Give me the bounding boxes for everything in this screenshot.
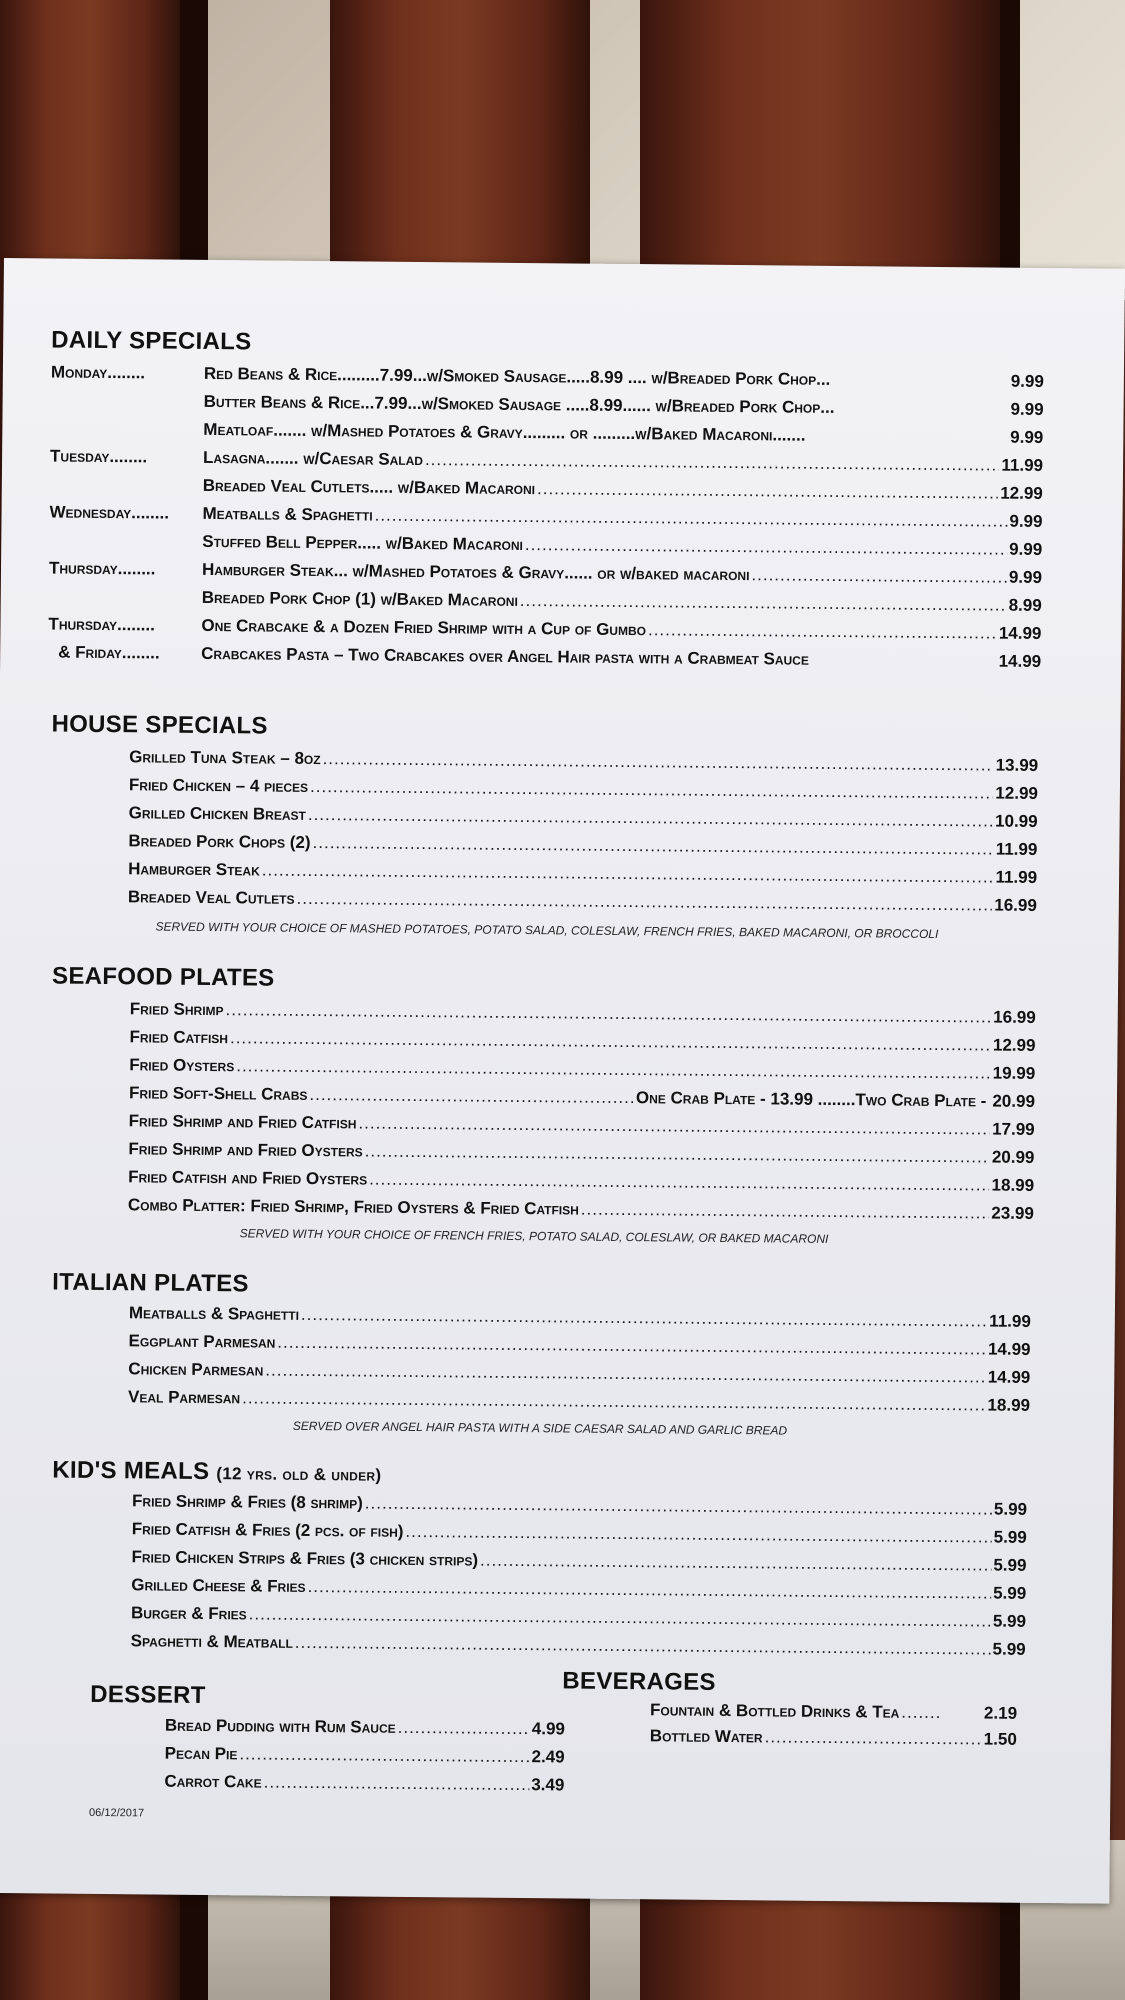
day-label: Monday........	[50, 362, 146, 383]
item-text: One Crabcake & a Dozen Fried Shrimp with a Cup of Gumbo	[201, 615, 647, 640]
item-price: 9.99	[1010, 427, 1044, 447]
menu-item	[128, 1387, 1030, 1416]
item-text: Meatballs & Spaghetti	[202, 503, 373, 525]
menu-item	[128, 1195, 1034, 1224]
item-price: 12.99	[995, 783, 1038, 803]
item-text: Fried Catfish	[129, 1027, 229, 1048]
item-price: 9.99	[1010, 371, 1044, 391]
item-price: 5.99	[993, 1499, 1028, 1519]
item-price: 16.99	[993, 1007, 1036, 1027]
item-text: Fried Shrimp	[129, 999, 224, 1020]
item-price: 5.99	[992, 1639, 1026, 1659]
menu-item	[129, 775, 1038, 804]
menu-item	[129, 1303, 1031, 1332]
house-specials-title: HOUSE SPECIALS	[51, 710, 268, 740]
menu-item	[129, 1111, 1035, 1140]
menu-item	[128, 1359, 1030, 1388]
leader-dots	[308, 1577, 992, 1604]
item-text: Pecan Pie	[164, 1743, 238, 1764]
item-price: 16.99	[994, 895, 1037, 915]
leader-dots	[765, 1727, 982, 1749]
menu-item	[128, 1139, 1034, 1168]
item-price: 17.99	[992, 1119, 1035, 1139]
item-text: Crabcakes Pasta – Two Crabcakes over Angel Hair pasta with a Crabmeat Sauce	[201, 643, 809, 669]
leader-dots	[301, 1305, 987, 1332]
item-text: Fried Catfish and Fried Oysters	[128, 1167, 368, 1189]
day-label: Tuesday........	[50, 446, 148, 467]
leader-dots	[249, 1604, 991, 1631]
house-note: SERVED WITH YOUR CHOICE OF MASHED POTATOES, POTATO SALAD, COLESLAW, FRENCH FRIES, BAKED MACARONI, OR BROCCOLI	[155, 919, 939, 941]
item-text: Fried Catfish & Fries (2 pcs. of fish)	[131, 1519, 404, 1541]
menu-item	[131, 1547, 1026, 1576]
item-price: 14.99	[987, 1339, 1031, 1359]
leader-dots	[369, 1170, 990, 1196]
item-price: 13.99	[995, 755, 1039, 775]
item-text: Fountain & Bottled Drinks & Tea	[650, 1700, 900, 1722]
item-text: Breaded Veal Cutlets..... w/Baked Macaroni	[202, 475, 536, 499]
leader-dots	[277, 1333, 986, 1360]
item-text: Grilled Chicken Breast	[128, 803, 306, 824]
print-date: 06/12/2017	[89, 1806, 145, 1820]
daily-row	[204, 392, 1044, 420]
menu-item	[128, 859, 1037, 888]
item-price: 2.49	[531, 1747, 565, 1767]
item-text: Meatloaf....... w/Mashed Potatoes & Gravy......... or .........w/Baked Macaroni.......	[203, 419, 806, 445]
item-price: 14.99	[998, 651, 1042, 671]
leader-dots	[901, 1703, 939, 1723]
item-text: Fried Chicken Strips & Fries (3 chicken strips)	[131, 1547, 479, 1570]
menu-item	[164, 1772, 564, 1796]
leader-dots	[520, 591, 1007, 616]
item-text: Spaghetti & Meatball	[130, 1631, 293, 1652]
menu-item	[129, 1055, 1035, 1084]
leader-dots	[525, 535, 1007, 560]
day-label: Thursday........	[48, 614, 155, 635]
item-text: Bread Pudding with Rum Sauce	[164, 1715, 396, 1737]
item-price: 9.99	[1009, 511, 1043, 531]
item-price: 8.99	[1008, 595, 1042, 615]
leader-dots	[312, 833, 993, 860]
item-price: 20.99	[992, 1091, 1036, 1111]
menu-item	[650, 1700, 1017, 1724]
item-price: 5.99	[993, 1527, 1027, 1547]
item-price: 5.99	[992, 1611, 1027, 1631]
item-price: 11.99	[995, 839, 1038, 859]
italian-note: SERVED OVER ANGEL HAIR PASTA WITH A SIDE CAESAR SALAD AND GARLIC BREAD	[292, 1418, 788, 1438]
item-text: Burger & Fries	[130, 1603, 247, 1624]
dessert-title: DESSERT	[90, 1680, 206, 1710]
item-price: 11.99	[989, 1311, 1031, 1331]
leader-dots	[480, 1551, 992, 1576]
kids-meals-title	[52, 1457, 381, 1488]
leader-dots	[648, 620, 997, 643]
item-price: 14.99	[987, 1367, 1031, 1387]
leader-dots	[358, 1113, 990, 1139]
leader-dots	[398, 1718, 530, 1739]
leader-dots	[581, 1200, 990, 1224]
item-text: Grilled Tuna Steak – 8oz	[129, 747, 321, 769]
leader-dots	[425, 450, 1000, 476]
item-text: Butter Beans & Rice...7.99...w/Smoked Sausage .....8.99...... w/Breaded Pork Chop...	[203, 391, 835, 417]
italian-plates-title: ITALIAN PLATES	[52, 1268, 249, 1298]
kids-title-text: KID'S MEALS	[52, 1456, 210, 1486]
item-price: 5.99	[993, 1555, 1027, 1575]
item-price: 20.99	[991, 1147, 1035, 1167]
item-price: 3.49	[531, 1775, 565, 1795]
leader-dots	[295, 1633, 991, 1660]
day-label: Wednesday........	[49, 502, 170, 523]
leader-dots	[236, 1056, 991, 1083]
daily-row	[203, 476, 1043, 504]
item-price: 23.99	[991, 1203, 1034, 1223]
leader-dots	[751, 565, 1007, 587]
leader-dots	[375, 506, 1008, 532]
menu-item	[132, 1519, 1027, 1548]
menu-item	[129, 1027, 1035, 1056]
item-text: Breaded Pork Chops (2)	[128, 831, 311, 852]
menu-item	[131, 1575, 1026, 1604]
menu-item	[132, 1491, 1027, 1520]
item-text: Fried Chicken – 4 pieces	[128, 775, 309, 796]
item-price: 12.99	[992, 1035, 1036, 1055]
item-text: Bottled Water	[649, 1726, 763, 1747]
daily-row	[49, 558, 1042, 588]
leader-dots	[405, 1522, 991, 1548]
daily-row	[48, 614, 1041, 644]
menu-item	[650, 1726, 1017, 1750]
leader-dots	[296, 889, 992, 916]
menu-sheet	[0, 258, 1125, 1904]
item-price: 1.50	[983, 1729, 1017, 1749]
item-text: Stuffed Bell Pepper..... w/Baked Macaroni	[202, 531, 523, 554]
item-price: 14.99	[998, 623, 1042, 643]
item-text: Fried Oysters	[129, 1055, 235, 1076]
menu-item	[129, 747, 1038, 776]
item-price: 18.99	[987, 1395, 1031, 1415]
daily-specials-title: DAILY SPECIALS	[51, 326, 252, 356]
item-price: 12.99	[1000, 483, 1043, 503]
item-price: 19.99	[992, 1063, 1036, 1083]
item-text: Meatballs & Spaghetti	[128, 1303, 300, 1324]
menu-item	[128, 831, 1037, 860]
item-price: 10.99	[995, 811, 1038, 831]
daily-row	[202, 532, 1042, 560]
leader-dots	[537, 479, 998, 503]
menu-item	[131, 1631, 1026, 1660]
item-text: Breaded Pork Chop (1) w/Baked Macaroni	[201, 587, 518, 610]
day-label: & Friday........	[58, 642, 160, 663]
leader-dots	[264, 1773, 530, 1796]
leader-dots	[309, 1085, 634, 1108]
daily-row	[49, 502, 1042, 532]
leader-dots	[239, 1744, 529, 1767]
daily-row	[58, 643, 1041, 672]
item-text: Fried Shrimp & Fries (8 shrimp)	[131, 1491, 363, 1513]
leader-dots	[310, 777, 993, 804]
daily-row	[50, 446, 1043, 476]
item-text: Chicken Parmesan	[128, 1359, 264, 1380]
menu-item	[131, 1603, 1026, 1632]
daily-row	[203, 420, 1043, 448]
leader-dots	[308, 805, 993, 832]
item-text: Combo Platter: Fried Shrimp, Fried Oysters & Fried Catfish	[127, 1195, 579, 1219]
item-price: 4.99	[531, 1719, 565, 1739]
item-price: 5.99	[993, 1583, 1027, 1603]
menu-item	[165, 1716, 565, 1740]
leader-dots	[242, 1388, 986, 1415]
item-text: Fried Shrimp and Fried Catfish	[128, 1111, 357, 1133]
item-text: Fried Shrimp and Fried Oysters	[128, 1139, 363, 1161]
menu-item	[128, 1167, 1034, 1196]
item-price: 9.99	[1010, 399, 1044, 419]
item-text: Grilled Cheese & Fries	[131, 1575, 306, 1596]
menu-item	[128, 887, 1037, 916]
item-text: Red Beans & Rice.........7.99...w/Smoked Sausage.....8.99 .... w/Breaded Pork Chop...	[203, 363, 831, 389]
item-price: 18.99	[991, 1175, 1035, 1195]
leader-dots	[265, 1361, 986, 1388]
menu-item	[130, 999, 1036, 1028]
beverages-title: BEVERAGES	[562, 1667, 716, 1696]
daily-row	[51, 362, 1044, 392]
item-text: Carrot Cake	[164, 1771, 262, 1792]
item-text: Hamburger Steak... w/Mashed Potatoes & Gravy...... or w/baked macaroni	[201, 559, 750, 585]
leader-dots	[262, 861, 994, 888]
leader-dots	[365, 1142, 990, 1168]
day-label: Thursday........	[48, 558, 156, 579]
item-text: Fried Soft-Shell Crabs	[128, 1083, 308, 1104]
menu-item	[129, 803, 1038, 832]
item-text: Hamburger Steak	[128, 859, 260, 880]
item-text: Eggplant Parmesan	[128, 1331, 276, 1352]
leader-dots	[365, 1494, 992, 1520]
menu-item	[165, 1744, 565, 1768]
menu-item	[129, 1083, 1035, 1112]
item-price: 2.19	[983, 1703, 1018, 1723]
item-price: 11.99	[995, 867, 1038, 887]
item-text: Veal Parmesan	[127, 1387, 241, 1408]
item-sub-prices: One Crab Plate - 13.99 ........Two Crab Plate -	[635, 1088, 987, 1111]
item-text: Lasagna....... w/Caesar Salad	[203, 447, 424, 470]
seafood-plates-title: SEAFOOD PLATES	[51, 962, 275, 992]
menu-item	[129, 1331, 1031, 1360]
leader-dots	[225, 1000, 991, 1027]
item-price: 11.99	[1001, 455, 1044, 475]
item-price: 9.99	[1009, 539, 1043, 559]
leader-dots	[323, 749, 994, 775]
item-text: Breaded Veal Cutlets	[127, 887, 295, 908]
kids-age-note: (12 yrs. old & under)	[216, 1464, 382, 1485]
seafood-note: SERVED WITH YOUR CHOICE OF FRENCH FRIES, POTATO SALAD, COLESLAW, OR BAKED MACARONI	[239, 1226, 829, 1246]
leader-dots	[230, 1028, 991, 1055]
daily-row	[202, 588, 1042, 616]
item-price: 9.99	[1008, 567, 1043, 587]
